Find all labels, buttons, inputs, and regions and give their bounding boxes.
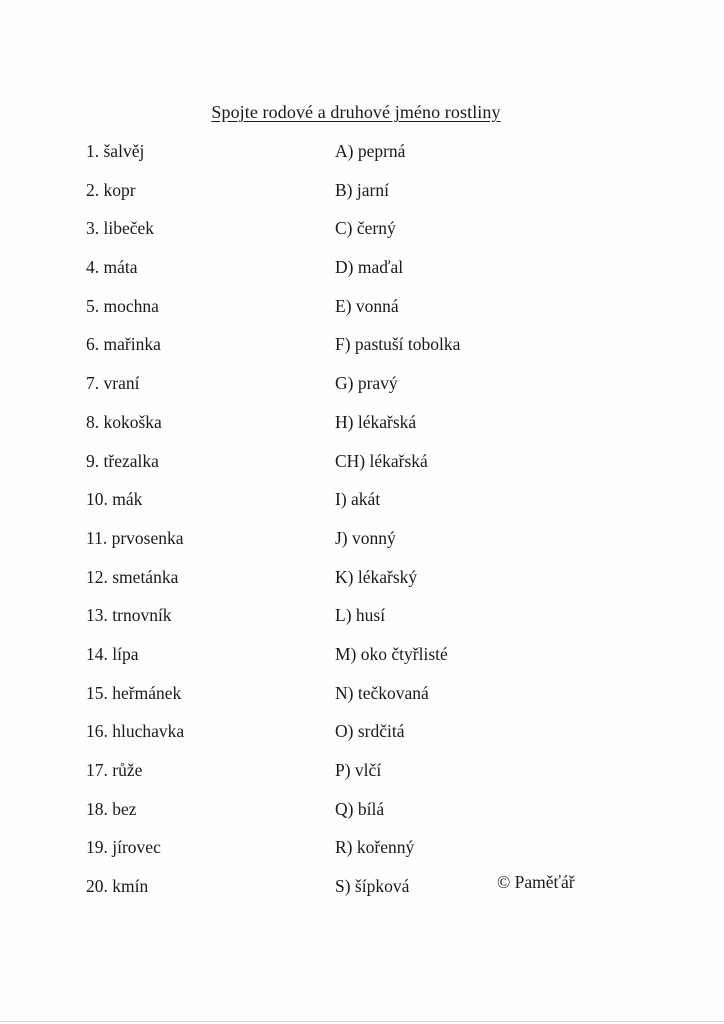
species-item: S) šípková [335, 876, 410, 897]
genus-item: 8. kokoška [86, 411, 162, 432]
genus-item: 18. bez [86, 798, 137, 819]
species-item: O) srdčitá [335, 721, 405, 742]
genus-item: 2. kopr [86, 179, 136, 200]
species-item: B) jarní [335, 179, 389, 200]
genus-item: 4. máta [86, 257, 138, 278]
genus-item: 12. smetánka [86, 566, 179, 587]
genus-item: 20. kmín [86, 876, 149, 897]
species-item: P) vlčí [335, 760, 382, 780]
species-item: K) lékařský [335, 566, 418, 587]
species-item: G) pravý [335, 373, 398, 394]
copyright-note: © Paměťář [497, 872, 575, 892]
genus-item: 3. libeček [86, 218, 155, 239]
genus-item: 14. lípa [86, 643, 139, 664]
species-item: R) kořenný [335, 837, 415, 858]
species-item: L) husí [335, 605, 386, 626]
species-item: A) peprná [335, 141, 406, 161]
genus-item: 19. jírovec [86, 837, 161, 858]
species-item: I) akát [335, 489, 381, 510]
genus-item: 10. mák [86, 489, 143, 510]
genus-item: 11. prvosenka [86, 527, 184, 548]
species-item: Q) bílá [335, 798, 385, 819]
genus-item: 7. vraní [86, 373, 140, 394]
genus-item: 6. mařinka [86, 334, 161, 355]
species-item: CH) lékařská [335, 450, 428, 471]
genus-item: 13. trnovník [86, 605, 172, 626]
genus-item: 15. heřmánek [86, 682, 182, 703]
worksheet-title: Spojte rodové a druhové jméno rostliny [211, 102, 501, 122]
species-item: J) vonný [335, 527, 396, 548]
genus-item: 5. mochna [86, 295, 159, 316]
page-bottom-edge [0, 1021, 724, 1022]
species-list [335, 138, 460, 912]
genus-item: 16. hluchavka [86, 721, 185, 742]
species-item: H) lékařská [335, 411, 417, 432]
genus-item: 17. růže [86, 760, 143, 780]
species-item: F) pastuší tobolka [335, 334, 461, 355]
genus-item: 1. šalvěj [86, 141, 145, 161]
species-item: E) vonná [335, 295, 399, 316]
genus-list [86, 138, 184, 912]
species-item: D) maďal [335, 257, 404, 278]
species-item: C) černý [335, 218, 396, 239]
species-item: M) oko čtyřlisté [335, 643, 448, 664]
genus-item: 9. třezalka [86, 450, 159, 471]
species-item: N) tečkovaná [335, 682, 429, 703]
